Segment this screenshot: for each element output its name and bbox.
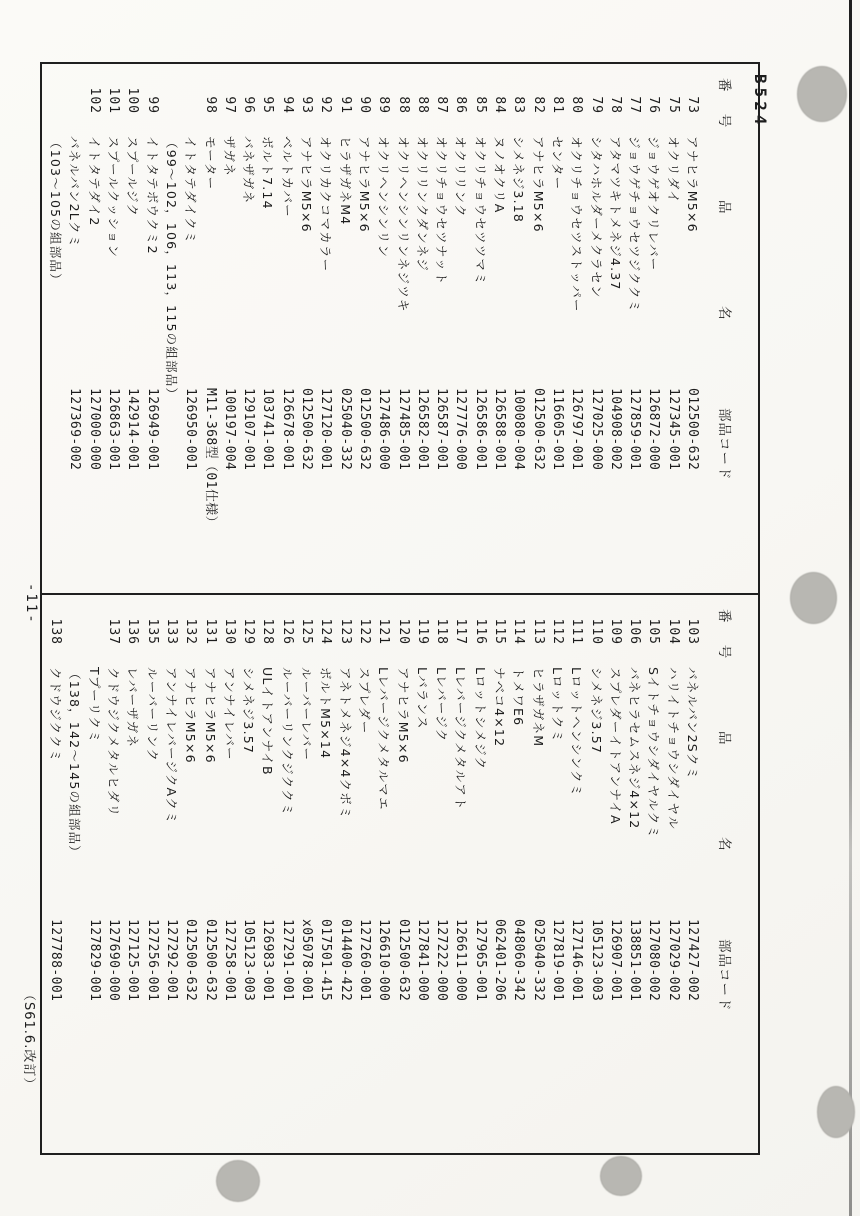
page-number: -11- <box>23 583 39 625</box>
part-number: 109 <box>607 618 623 645</box>
table-row <box>316 64 335 593</box>
part-name: ULイトアンナイB <box>260 667 276 776</box>
part-name: ヌノオクリA <box>492 136 508 214</box>
part-code: 127146-001 <box>569 919 585 1002</box>
table-row <box>490 595 509 1153</box>
table-row <box>239 64 258 593</box>
part-name: バネヒラセムスネジ4×12 <box>627 667 643 830</box>
punch-hole <box>797 66 847 122</box>
table-row <box>548 595 567 1153</box>
part-number: 138 <box>48 618 64 645</box>
table-row <box>142 64 161 593</box>
table-row <box>46 595 65 1153</box>
part-code: 127369-002 <box>67 388 83 471</box>
part-number: 103 <box>685 618 700 645</box>
part-number: 131 <box>202 618 218 645</box>
scan-edge-shadow <box>849 0 852 1216</box>
part-number: 77 <box>627 96 643 114</box>
part-name: Lレバージクメタルアト <box>453 667 469 811</box>
table-row <box>355 595 374 1153</box>
table-row <box>644 595 663 1153</box>
table-row <box>683 64 702 593</box>
part-name: アナヒラM5×6 <box>685 136 700 233</box>
part-name: アナヒラM5×6 <box>299 136 315 233</box>
part-name: オクリリンク <box>453 136 469 218</box>
part-number: 115 <box>492 618 508 645</box>
part-code: 127000-000 <box>86 388 102 471</box>
part-code: 127345-001 <box>665 388 681 471</box>
table-row <box>567 595 586 1153</box>
part-name: （99〜102，106，113，115の組部品） <box>163 136 179 402</box>
part-name: スプールジク <box>125 136 141 218</box>
part-name: バネルバン2Sクミ <box>685 667 700 781</box>
part-code: 105123-003 <box>588 919 604 1002</box>
part-number: 133 <box>163 618 179 645</box>
part-code: 127788-001 <box>48 919 64 1002</box>
part-name: オクリヘンシンリン <box>376 136 392 259</box>
part-name: アンナイレバージクAクミ <box>163 667 179 825</box>
part-name: アナヒラM5×6 <box>183 667 199 764</box>
part-name: ヒラザガネM4 <box>337 136 353 226</box>
part-name: イトタテダイクミ <box>183 136 199 245</box>
part-code: 127120-001 <box>318 388 334 471</box>
table-row <box>413 64 432 593</box>
table-row <box>46 64 65 593</box>
part-name: シメネジ3.57 <box>588 667 604 755</box>
part-number: 113 <box>530 618 546 645</box>
header-code: 部品コード <box>716 939 732 1012</box>
table-row <box>528 64 547 593</box>
part-number: 94 <box>279 96 295 114</box>
part-code: 017501-415 <box>318 919 334 1002</box>
part-number: 125 <box>299 618 315 645</box>
part-code: 142914-001 <box>125 388 141 471</box>
table-row <box>335 64 354 593</box>
part-name: オクリヘンシンリンネジツキ <box>395 136 411 313</box>
part-code: 104908-002 <box>607 388 623 471</box>
part-name: クドウジクメタルヒダリ <box>106 667 122 818</box>
part-name: アンナイレバー <box>221 667 237 761</box>
table-row <box>548 64 567 593</box>
part-code: 127125-001 <box>125 919 141 1002</box>
header-name-b: 名 <box>716 306 732 320</box>
header-number: 番 号 <box>716 78 732 137</box>
table-row <box>200 595 219 1153</box>
table-header-row <box>716 64 736 593</box>
punch-hole <box>790 572 837 624</box>
part-code: 127819-001 <box>549 919 565 1002</box>
part-name: トメワE6 <box>511 667 527 727</box>
table-row <box>65 595 84 1153</box>
table-row <box>586 595 605 1153</box>
table-row <box>663 595 682 1153</box>
table-row <box>142 595 161 1153</box>
part-name: ジョウゲオクリレバー <box>646 136 662 272</box>
part-name: ハリイトチョウシダイヤル <box>665 667 681 830</box>
part-code: 127427-002 <box>685 919 700 1002</box>
table-row <box>277 64 296 593</box>
part-name: オクリチョウセツナット <box>434 136 450 286</box>
table-row <box>258 64 277 593</box>
part-number: 120 <box>395 618 411 645</box>
table-row <box>393 64 412 593</box>
part-code: 129107-001 <box>241 388 257 471</box>
part-code: 127292-001 <box>163 919 179 1002</box>
part-number: 129 <box>241 618 257 645</box>
part-name: オクリダイ <box>665 136 681 205</box>
part-code: 127486-000 <box>376 388 392 471</box>
part-name: （138，142〜145の組部品） <box>67 667 83 859</box>
part-number: 85 <box>472 96 488 114</box>
part-number: 119 <box>414 618 430 645</box>
table-row <box>181 64 200 593</box>
part-name: Lレバージクメタルマエ <box>376 667 392 811</box>
part-number: 136 <box>125 618 141 645</box>
table-row <box>644 64 663 593</box>
part-number: 78 <box>607 96 623 114</box>
header-code: 部品コード <box>716 408 732 481</box>
part-code: 127841-000 <box>414 919 430 1002</box>
part-code: 127260-001 <box>356 919 372 1002</box>
parts-table-frame <box>40 62 760 1155</box>
part-number: 88 <box>395 96 411 114</box>
part-number: 90 <box>356 96 372 114</box>
part-code: 127222-000 <box>434 919 450 1002</box>
table-row <box>277 595 296 1153</box>
part-code: 127485-001 <box>395 388 411 471</box>
part-code: 126588-001 <box>492 388 508 471</box>
table-row <box>220 595 239 1153</box>
part-code: 127256-001 <box>144 919 160 1002</box>
part-name: ルーバーリンク <box>144 667 160 763</box>
table-row <box>432 64 451 593</box>
part-name: スプールクッション <box>106 136 122 259</box>
part-number: 135 <box>144 618 160 645</box>
part-name: スプレダー <box>356 667 372 735</box>
part-code: 025040-332 <box>530 919 546 1002</box>
part-number: 114 <box>511 618 527 645</box>
part-number: 110 <box>588 618 604 645</box>
part-code: 126587-001 <box>434 388 450 471</box>
part-name: ルーバーレバー <box>299 667 315 762</box>
part-code: 048060-342 <box>511 919 527 1002</box>
table-row <box>374 64 393 593</box>
revision-note: （S61.6.改訂） <box>21 988 36 1092</box>
part-code: 126586-001 <box>472 388 488 471</box>
table-row <box>528 595 547 1153</box>
part-code: 126863-001 <box>106 388 122 471</box>
part-name: Lバランス <box>414 667 430 730</box>
table-row <box>220 64 239 593</box>
part-number: 104 <box>665 618 681 645</box>
part-number: 99 <box>144 96 160 114</box>
part-number: 86 <box>453 96 469 114</box>
table-row <box>316 595 335 1153</box>
part-code: 126907-001 <box>607 919 623 1002</box>
table-row <box>297 595 316 1153</box>
part-number: 130 <box>221 618 237 645</box>
part-code: 127291-001 <box>279 919 295 1002</box>
part-number: 100 <box>125 87 141 114</box>
part-name: オクリチョウセツストッパー <box>569 136 585 313</box>
table-row <box>123 64 142 593</box>
part-name: Lロットヘンシンクミ <box>569 667 585 798</box>
part-code: 012500-632 <box>299 388 315 471</box>
part-code: 012500-632 <box>202 919 218 1002</box>
part-number: 112 <box>549 618 565 645</box>
part-code: 127859-001 <box>627 388 643 471</box>
part-code: 025040-332 <box>337 388 353 471</box>
table-row <box>663 64 682 593</box>
part-code: 012500-632 <box>530 388 546 471</box>
part-number: 101 <box>106 87 122 114</box>
part-code: 127025-000 <box>588 388 604 471</box>
part-number: 93 <box>299 96 315 114</box>
part-name: Sイトチョウシダイヤルクミ <box>646 667 662 840</box>
table-row <box>606 64 625 593</box>
header-name-a: 品 <box>716 200 732 214</box>
part-name: ルーバーリンクジククミ <box>279 667 295 817</box>
table-row <box>393 595 412 1153</box>
part-code: 126611-000 <box>453 919 469 1002</box>
part-name: イトタテボウクミ2 <box>144 136 160 255</box>
punch-hole <box>817 1086 855 1138</box>
part-name: センター <box>549 136 565 191</box>
part-number: 83 <box>511 96 527 114</box>
part-code: 126678-001 <box>279 388 295 471</box>
table-row <box>490 64 509 593</box>
part-number: 79 <box>588 96 604 114</box>
part-code: 126949-001 <box>144 388 160 471</box>
part-number: 121 <box>376 618 392 645</box>
table-row <box>162 595 181 1153</box>
header-number: 番 号 <box>716 609 732 668</box>
part-number: 96 <box>241 96 257 114</box>
part-name: ベルトカバー <box>279 136 295 218</box>
part-code: 126983-001 <box>260 919 276 1002</box>
part-code: 126950-001 <box>183 388 199 471</box>
table-row <box>258 595 277 1153</box>
part-number: 91 <box>337 96 353 114</box>
part-number: 123 <box>337 618 353 645</box>
part-code: 127080-002 <box>646 919 662 1002</box>
punch-hole <box>216 1160 260 1202</box>
part-name: ザガネ <box>221 136 237 177</box>
table-rows-left <box>46 64 702 593</box>
part-code: 126797-001 <box>569 388 585 471</box>
part-name: バネルバン2Lクミ <box>67 136 83 249</box>
table-row <box>606 595 625 1153</box>
part-number: 75 <box>665 96 681 114</box>
part-number: 122 <box>356 618 372 645</box>
part-name: シメネジ3.57 <box>241 667 257 755</box>
part-name: アナヒラM5×6 <box>356 136 372 233</box>
table-row <box>85 64 104 593</box>
part-name: Lロットクミ <box>549 667 565 744</box>
part-code: 012500-632 <box>183 919 199 1002</box>
header-name-b: 名 <box>716 837 732 851</box>
punch-hole <box>600 1156 642 1196</box>
part-number: 118 <box>434 618 450 645</box>
part-code: x05078-001 <box>299 919 315 1002</box>
table-row <box>413 595 432 1153</box>
table-header-row <box>716 595 736 1153</box>
part-code: 014400-422 <box>337 919 353 1002</box>
part-name: スプレダーイトアンナイA <box>607 667 623 825</box>
part-code: 062401-206 <box>492 919 508 1002</box>
table-row <box>123 595 142 1153</box>
part-code: 126582-001 <box>414 388 430 471</box>
part-number: 126 <box>279 618 295 645</box>
part-name: Lレバージク <box>434 667 450 743</box>
table-row <box>432 595 451 1153</box>
part-name: ヒラザガネM <box>530 667 546 748</box>
part-number: 106 <box>627 618 643 645</box>
part-code: 105123-003 <box>241 919 257 1002</box>
part-code: 100197-004 <box>221 388 237 471</box>
part-number: 73 <box>685 96 700 114</box>
part-code: 138851-001 <box>627 919 643 1002</box>
part-name: モーター <box>202 136 218 191</box>
table-row <box>509 64 528 593</box>
part-code: 127829-001 <box>86 919 102 1002</box>
part-code: 126872-000 <box>646 388 662 471</box>
part-name: アタマツキトメネジ4.37 <box>607 136 623 291</box>
table-row <box>374 595 393 1153</box>
part-number: 76 <box>646 96 662 114</box>
table-row <box>451 595 470 1153</box>
table-row <box>200 64 219 593</box>
part-code: 012500-632 <box>395 919 411 1002</box>
part-code: 012500-632 <box>356 388 372 471</box>
part-name: シメネジ3.18 <box>511 136 527 224</box>
part-number: 117 <box>453 618 469 645</box>
table-row <box>625 595 644 1153</box>
table-row <box>567 64 586 593</box>
table-row <box>451 64 470 593</box>
table-row <box>683 595 702 1153</box>
table-row <box>85 595 104 1153</box>
part-number: 84 <box>492 96 508 114</box>
part-number: 80 <box>569 96 585 114</box>
document-code: B524 <box>751 74 770 129</box>
part-number: 105 <box>646 618 662 645</box>
part-number: 128 <box>260 618 276 645</box>
table-row <box>104 64 123 593</box>
parts-table-left <box>42 64 758 593</box>
part-number: 87 <box>434 96 450 114</box>
header-name-a: 品 <box>716 731 732 745</box>
part-name: ナベコ4×12 <box>492 667 508 748</box>
table-row <box>509 595 528 1153</box>
part-name: バネザガネ <box>241 136 257 205</box>
part-code: 127690-000 <box>106 919 122 1002</box>
part-number: 81 <box>549 96 565 114</box>
table-row <box>297 64 316 593</box>
part-number: 102 <box>86 87 102 114</box>
table-row <box>181 595 200 1153</box>
part-number: 92 <box>318 96 334 114</box>
part-code: 012500-632 <box>685 388 700 471</box>
table-row <box>586 64 605 593</box>
table-row <box>104 595 123 1153</box>
part-number: 116 <box>472 618 488 645</box>
table-row <box>470 64 489 593</box>
part-number: 97 <box>221 96 237 114</box>
part-code: 126610-000 <box>376 919 392 1002</box>
part-name: シタハホルダーメクラセン <box>588 136 604 299</box>
part-code: 127258-001 <box>221 919 237 1002</box>
part-name: アナヒラM5×6 <box>395 667 411 764</box>
part-number: 111 <box>569 618 585 645</box>
part-code: M11-368型（01仕様） <box>202 388 218 530</box>
table-row <box>470 595 489 1153</box>
part-name: ボルト7.14 <box>260 136 276 210</box>
part-name: オクリカクコマカラー <box>318 136 334 273</box>
part-number: 82 <box>530 96 546 114</box>
table-row <box>355 64 374 593</box>
part-code: 116605-001 <box>549 388 565 471</box>
part-number: 137 <box>106 618 122 645</box>
part-code: 103741-001 <box>260 388 276 471</box>
part-name: オクリリンクダンネジ <box>414 136 430 273</box>
table-row <box>239 595 258 1153</box>
part-name: クドウジククミ <box>48 667 64 763</box>
part-name: ボルトM5×14 <box>318 667 334 760</box>
part-name: アナヒラM5×6 <box>530 136 546 233</box>
parts-table-right <box>42 595 758 1153</box>
part-code: 127029-002 <box>665 919 681 1002</box>
part-name: ジョウゲチョウセツジククミ <box>627 136 643 314</box>
table-row <box>625 64 644 593</box>
part-name: アナヒラM5×6 <box>202 667 218 764</box>
part-code: 127776-000 <box>453 388 469 471</box>
part-code: 127965-001 <box>472 919 488 1002</box>
part-name: （103〜105の組部品） <box>48 136 64 287</box>
part-name: レバーザガネ <box>125 667 141 749</box>
table-row <box>162 64 181 593</box>
part-name: アネトメネジ4×4クボミ <box>337 667 353 820</box>
part-number: 124 <box>318 618 334 645</box>
part-name: Lロットシメジク <box>472 667 488 771</box>
table-rows-right <box>46 595 702 1153</box>
part-name: イトタテダイ2 <box>86 136 102 227</box>
part-number: 132 <box>183 618 199 645</box>
part-code: 100080-004 <box>511 388 527 471</box>
part-number: 89 <box>376 96 392 114</box>
part-number: 98 <box>202 96 218 114</box>
table-row <box>335 595 354 1153</box>
part-number: 88 <box>414 96 430 114</box>
part-number: 95 <box>260 96 276 114</box>
part-name: Tプーリクミ <box>86 667 102 744</box>
part-name: オクリチョウセツツマミ <box>472 136 488 286</box>
table-row <box>65 64 84 593</box>
